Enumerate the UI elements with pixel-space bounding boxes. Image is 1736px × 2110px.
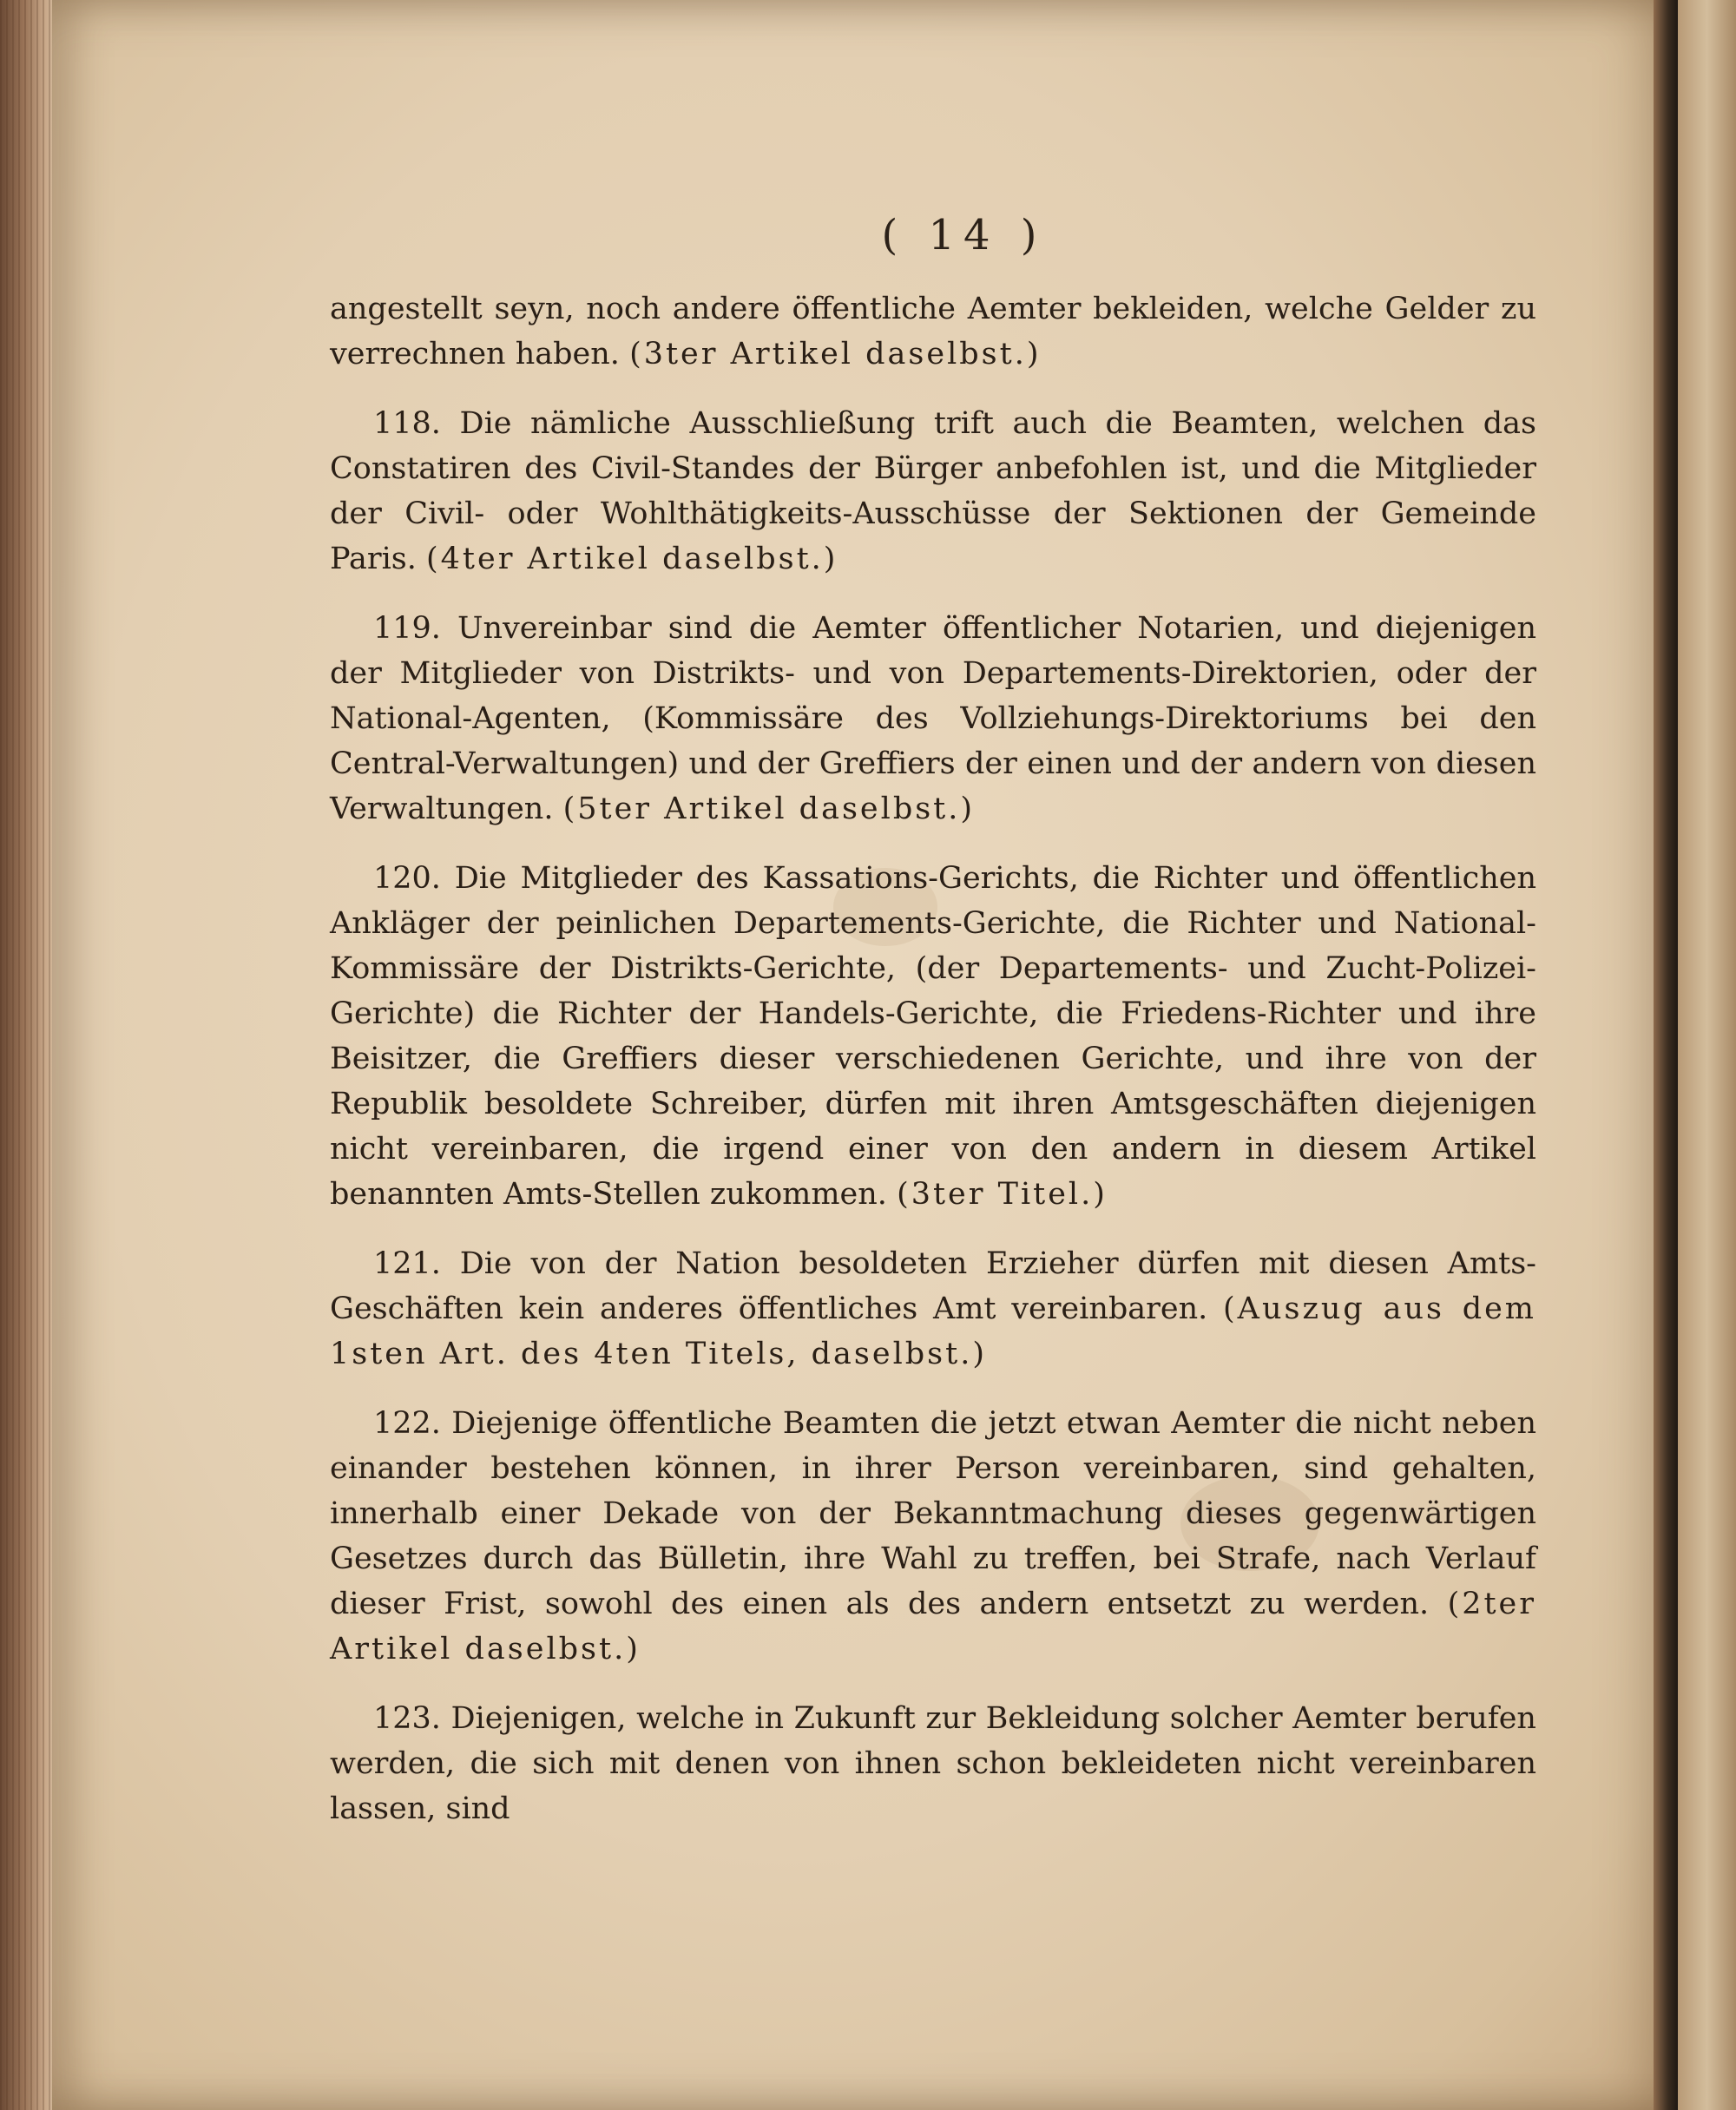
paragraph-reference: (2ter Artikel daselbst.) (330, 1587, 1536, 1666)
paragraph (330, 286, 1536, 377)
paragraph (330, 401, 1536, 582)
paragraph-text: Unvereinbar sind die Aemter öffentlicher Notarien, und diejenigen der Mitglieder von Distrikts- und von Departements-Direktorien, oder der National-Agenten, (Kommissäre des Vollziehungs-Direktoriums bei den Central-Verwaltungen) und der Greffiers der einen und der andern von diesen Verwaltungen. (330, 611, 1536, 826)
paragraph-number: 118. (373, 406, 441, 441)
paragraph-text: Die Mitglieder des Kassations-Gerichts, die Richter und öffentlichen Ankläger der peinlichen Departements-Gerichte, die Richter und National-Kommissäre der Distrikts-Gerichte, (der Departements- und Zucht-Polizei-Gerichte) die Richter der Handels-Gerichte, die Friedens-Richter und ihre Beisitzer, die Greffiers dieser verschiedenen Gerichte, und ihre von der Republik besoldete Schreiber, dürfen mit ihren Amtsgeschäften diejenigen nicht vereinbaren, die irgend einer von den andern in diesem Artikel benannten Amts-Stellen zukommen. (330, 861, 1536, 1212)
paragraph (330, 1241, 1536, 1377)
paragraph (330, 856, 1536, 1217)
paragraph-text: Die nämliche Ausschließung trift auch die Beamten, welchen das Constatiren des Civil-Standes der Bürger anbefohlen ist, und die Mitglieder der Civil- oder Wohlthätigkeits-Ausschüsse der Sektionen der Gemeinde Paris. (330, 406, 1536, 576)
paragraph-number: 119. (373, 611, 441, 646)
paragraph-reference: (4ter Artikel daselbst.) (426, 542, 838, 576)
paragraph (330, 606, 1536, 832)
paragraph (330, 1401, 1536, 1672)
paragraph-text: Diejenige öffentliche Beamten die jetzt etwan Aemter die nicht neben einander bestehen können, in ihrer Person vereinbaren, sind gehalten, innerhalb einer Dekade von der Bekanntmachung dieses gegenwärtigen Gesetzes durch das Bülletin, ihre Wahl zu treffen, bei Strafe, nach Verlauf dieser Frist, sowohl des einen als des andern entsetzt zu werden. (330, 1406, 1536, 1621)
paragraph-number: 123. (373, 1701, 441, 1736)
adjacent-page-edge (1678, 0, 1736, 2110)
paragraph-reference: (Auszug aus dem 1sten Art. des 4ten Titels, daselbst.) (330, 1292, 1536, 1371)
paragraph-number: 120. (373, 861, 441, 896)
paragraph-reference: (3ter Artikel daselbst.) (629, 337, 1042, 371)
paragraph-reference: (5ter Artikel daselbst.) (562, 792, 976, 826)
paragraph-number: 121. (373, 1246, 441, 1281)
paragraph (330, 1696, 1536, 1831)
page-number: ( 14 ) (881, 211, 1046, 260)
book-gutter (1654, 0, 1678, 2110)
paragraph-reference: (3ter Titel.) (897, 1177, 1108, 1212)
paragraph-number: 122. (373, 1406, 441, 1441)
paragraph-text: Diejenigen, welche in Zukunft zur Bekleidung solcher Aemter berufen werden, die sich mit denen von ihnen schon bekleideten nicht vereinbaren lassen, sind (330, 1701, 1536, 1826)
paragraph-text: Die von der Nation besoldeten Erzieher dürfen mit diesen Amts-Geschäften kein anderes öffentliches Amt vereinbaren. (330, 1246, 1536, 1326)
paragraph-text: angestellt seyn, noch andere öffentliche Aemter bekleiden, welche Gelder zu verrechnen haben. (330, 292, 1536, 371)
page-text (330, 286, 1536, 1856)
